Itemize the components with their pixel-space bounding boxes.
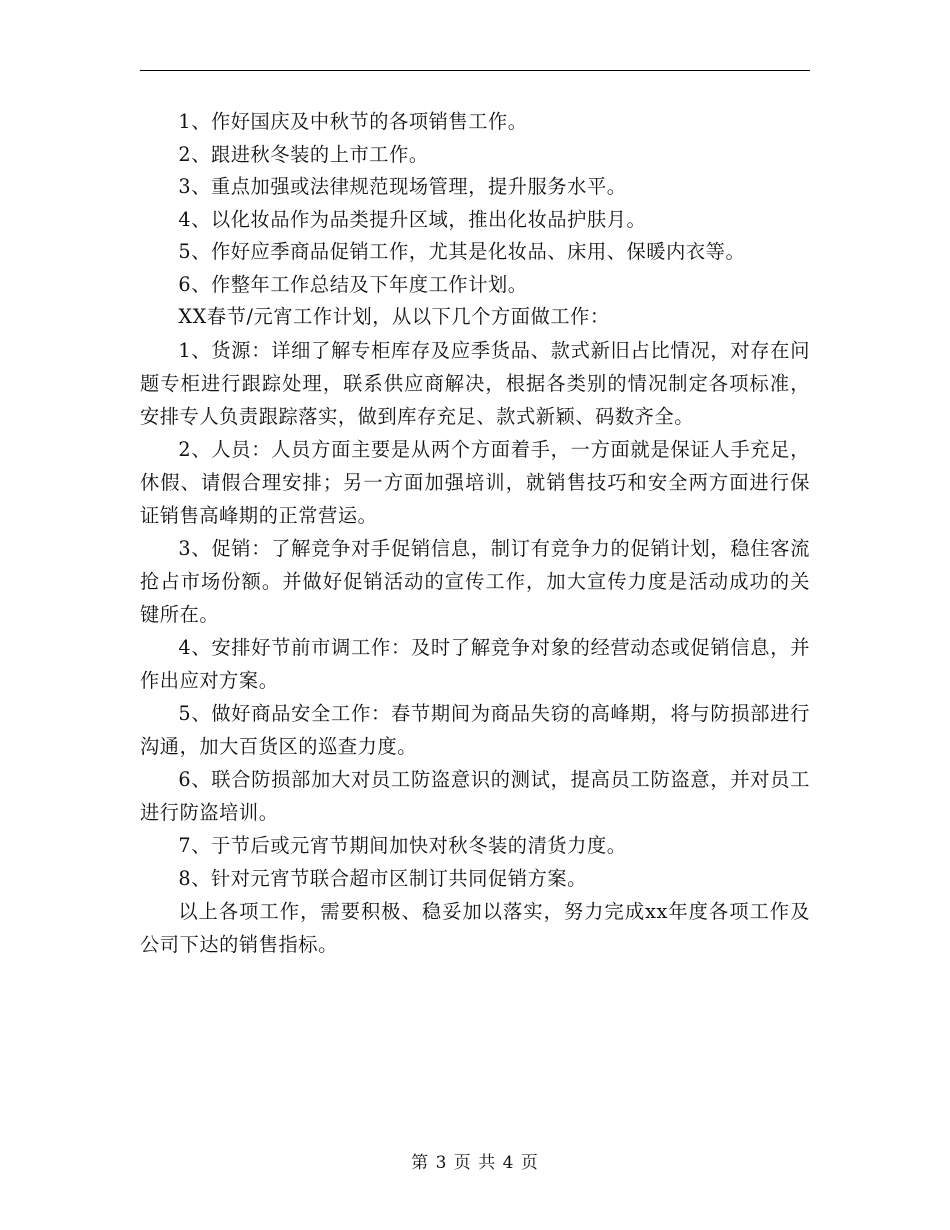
paragraph: 2、人员：人员方面主要是从两个方面着手，一方面就是保证人手充足，休假、请假合理安排；另一方面加强培训，就销售技巧和安全两方面进行保证销售高峰期的正常营运。	[140, 437, 810, 527]
paragraph: 3、重点加强或法律规范现场管理，提升服务水平。	[178, 175, 627, 198]
section-heading: XX春节/元宵工作计划，从以下几个方面做工作：	[178, 305, 610, 328]
paragraph: 3、促销：了解竞争对手促销信息，制订有竞争力的促销计划，稳住客流抢占市场份额。并做好促销活动的宣传工作，加大宣传力度是活动成功的关键所在。	[140, 536, 810, 626]
document-body	[140, 106, 810, 961]
closing-paragraph: 以上各项工作，需要积极、稳妥加以落实，努力完成xx年度各项工作及公司下达的销售指标。	[140, 899, 810, 956]
paragraph: 1、作好国庆及中秋节的各项销售工作。	[178, 110, 528, 133]
paragraph: 2、跟进秋冬装的上市工作。	[178, 142, 429, 166]
paragraph: 6、联合防损部加大对员工防盗意识的测试，提高员工防盗意，并对员工进行防盗培训。	[140, 767, 810, 824]
header-rule	[140, 70, 810, 71]
paragraph: 5、做好商品安全工作：春节期间为商品失窃的高峰期，将与防损部进行沟通，加大百货区的巡查力度。	[140, 701, 810, 758]
paragraph: 7、于节后或元宵节期间加快对秋冬装的清货力度。	[178, 833, 627, 857]
paragraph: 6、作整年工作总结及下年度工作计划。	[178, 272, 528, 296]
paragraph: 4、以化妆品作为品类提升区域，推出化妆品护肤月。	[178, 207, 647, 231]
paragraph: 1、货源：详细了解专柜库存及应季货品、款式新旧占比情况，对存在问题专柜进行跟踪处理，联系供应商解决，根据各类别的情况制定各项标准，安排专人负责跟踪落实，做到库存充足、款式新颖、码数齐全。	[140, 338, 810, 428]
page-number: 第 3 页 共 4 页	[411, 1153, 539, 1173]
paragraph: 5、作好应季商品促销工作，尤其是化妆品、床用、保暖内衣等。	[178, 240, 746, 263]
paragraph: 4、安排好节前市调工作：及时了解竞争对象的经营动态或促销信息，并作出应对方案。	[140, 635, 810, 692]
paragraph: 8、针对元宵节联合超市区制订共同促销方案。	[178, 866, 587, 890]
